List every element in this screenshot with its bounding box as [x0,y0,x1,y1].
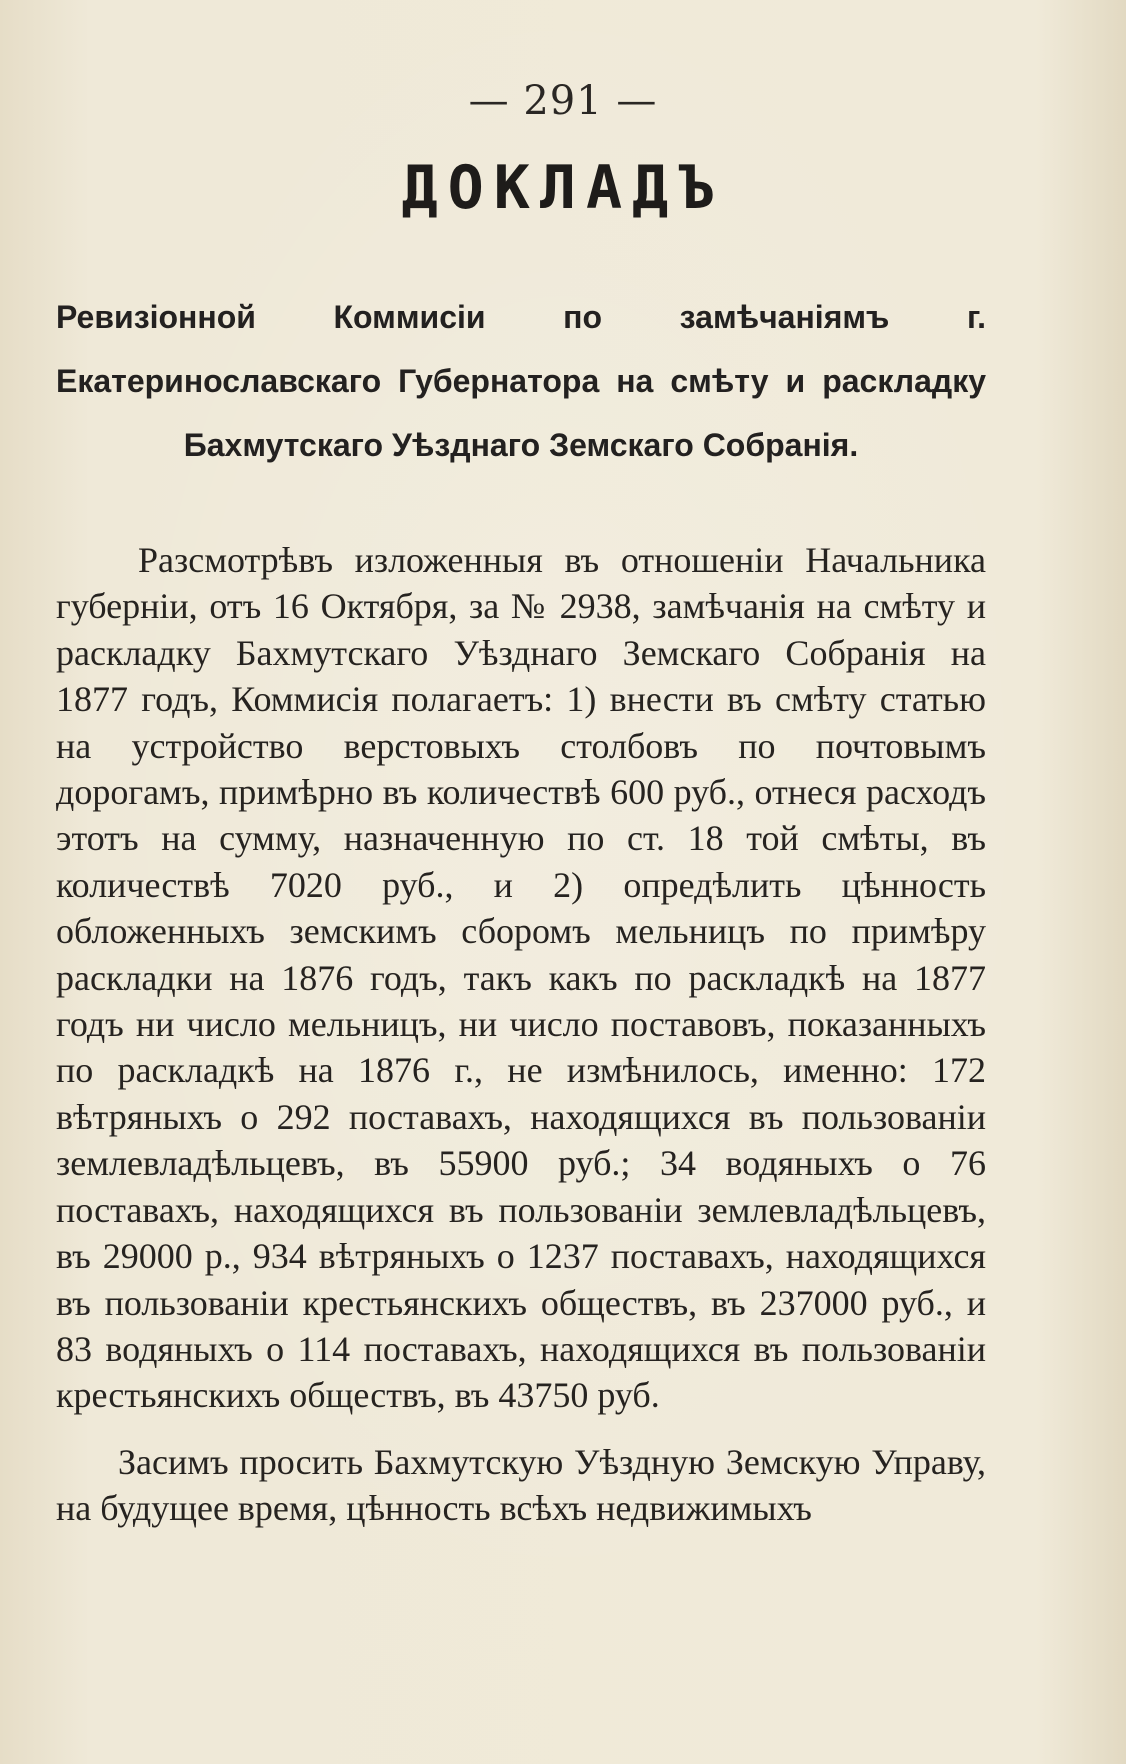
document-title: ДОКЛАДЪ [401,153,725,223]
page-number: — 291 — [468,78,658,124]
paragraph-2: Засимъ просить Бахмутскую Уѣздную Земскую Управу, на будущее время, цѣнность всѣхъ недвижимыхъ [56,1441,986,1529]
body-text [56,537,986,1532]
paragraph-1: Разсмотрѣвъ изложенныя въ отношеніи Начальника губерніи, отъ 16 Октября, за № 2938, замѣчанія на смѣту и раскладку Бахмутскаго Уѣзднаго Земскаго Собранія на 1877 годъ, Коммисія полагаетъ: 1) внести въ смѣту статью на устройство верстовыхъ столбовъ по почтовымъ дорогамъ, примѣрно въ количествѣ 600 руб., отнеся расходъ этотъ на сумму, назначенную по ст. 18 той смѣты, въ количествѣ 7020 руб., и 2) опредѣлить цѣнность обложенныхъ земскимъ сборомъ мельницъ по примѣру раскладки на 1876 годъ, такъ какъ по раскладкѣ на 1877 годъ ни число мельницъ, ни число поставовъ, показанныхъ по раскладкѣ на 1876 г., не измѣнилось, именно: 172 вѣтряныхъ о 292 поставахъ, находящихся въ пользованіи землевладѣльцевъ, въ 55900 руб.; 34 водяныхъ о 76 поставахъ, находящихся въ пользованіи землевладѣльцевъ, въ 29000 р., 934 вѣтряныхъ о 1237 поставахъ, находящихся въ пользованіи крестьянскихъ обществъ, въ 237000 руб., и 83 водяныхъ о 114 поставахъ, находящихся въ пользованіи крестьянскихъ обществъ, въ 43750 руб. [56,540,986,1416]
document-subtitle: Ревизіонной Коммисіи по замѣчаніямъ г. Екатеринославскаго Губернатора на смѣту и раскладку Бахмутскаго Уѣзднаго Земскаго Собранія. [56,299,986,463]
